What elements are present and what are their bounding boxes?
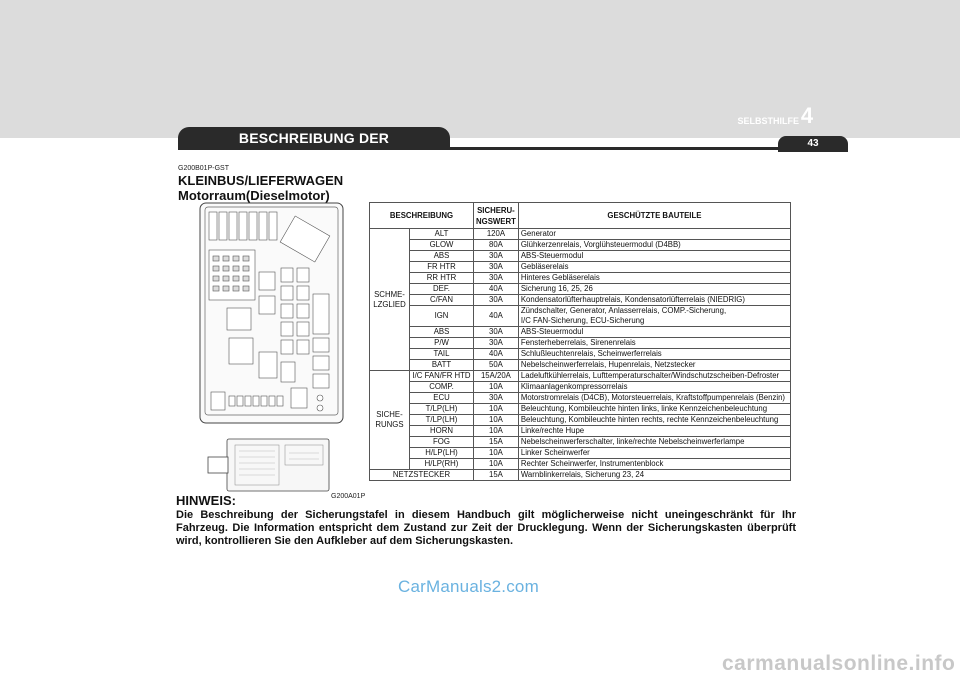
table-row	[370, 262, 791, 273]
fuse-rating: 80A	[474, 240, 519, 251]
fuse-description: C/FAN	[410, 295, 474, 306]
table-row	[370, 273, 791, 284]
fuse-components	[518, 360, 790, 371]
fuse-description: ABS	[410, 251, 474, 262]
fuse-components	[518, 382, 790, 393]
components-line: Rechter Scheinwerfer, Instrumentenblock	[520, 459, 664, 468]
table-row	[370, 229, 791, 240]
figure-code: G200A01P	[331, 493, 366, 500]
components-line: ABS-Steuermodul	[520, 327, 584, 336]
section-number: 4	[800, 103, 814, 128]
fuse-description: DEF.	[410, 284, 474, 295]
table-row	[370, 415, 791, 426]
fuse-rating: 10A	[474, 404, 519, 415]
fuse-components	[518, 229, 790, 240]
fuse-table	[369, 202, 791, 481]
heading-vehicle: KLEINBUS/LIEFERWAGEN	[178, 173, 344, 188]
components-line: Kondensatorlüfterhauptrelais, Kondensatorlüfterrelais (NIEDRIG)	[520, 295, 745, 304]
fuse-rating: 40A	[474, 306, 519, 327]
fuse-components	[518, 240, 790, 251]
components-line: Nebelscheinwerferschalter, linke/rechte Nebelscheinwerferlampe	[520, 437, 745, 446]
fuse-components	[518, 262, 790, 273]
fuse-rating: 15A	[474, 470, 519, 481]
fuse-components	[518, 284, 790, 295]
table-row	[370, 404, 791, 415]
fuse-rating: 10A	[474, 382, 519, 393]
components-line: Gebläserelais	[520, 262, 569, 271]
components-line: Klimaanlagenkompressorrelais	[520, 382, 628, 391]
table-row	[370, 349, 791, 360]
table-row	[370, 470, 791, 481]
fuse-label-sticker	[207, 437, 331, 493]
components-line: I/C FAN-Sicherung, ECU-Sicherung	[520, 316, 645, 325]
page-header-title: BESCHREIBUNG DER SICHERUNGSTAFEL	[178, 127, 450, 149]
fuse-components	[518, 459, 790, 470]
components-line: ABS-Steuermodul	[520, 251, 584, 260]
table-row	[370, 371, 791, 382]
watermark-top[interactable]: CarManuals2.com	[398, 577, 539, 596]
fuse-rating: 10A	[474, 426, 519, 437]
fuse-components	[518, 251, 790, 262]
fuse-description: FR HTR	[410, 262, 474, 273]
fuse-components	[518, 273, 790, 284]
fuse-rating: 30A	[474, 327, 519, 338]
table-row	[370, 338, 791, 349]
table-body	[370, 229, 791, 481]
table-row	[370, 360, 791, 371]
table-row	[370, 437, 791, 448]
section-name: SELBSTHILFE	[737, 116, 799, 126]
components-line: Hinteres Gebläserelais	[520, 273, 600, 282]
components-line: Sicherung 16, 25, 26	[520, 284, 593, 293]
fuse-description: COMP.	[410, 382, 474, 393]
watermark-bottom[interactable]: carmanualsonline.info	[722, 652, 956, 675]
header-description: BESCHREIBUNG	[370, 203, 474, 229]
fuse-components	[518, 415, 790, 426]
fuse-description: RR HTR	[410, 273, 474, 284]
fuse-rating: 30A	[474, 338, 519, 349]
fuse-description: BATT	[410, 360, 474, 371]
fuse-components	[518, 371, 790, 382]
fuse-components	[518, 393, 790, 404]
fuse-components	[518, 404, 790, 415]
fuse-rating: 10A	[474, 459, 519, 470]
table-row	[370, 448, 791, 459]
fuse-rating: 120A	[474, 229, 519, 240]
group-label: SCHME-LZGLIED	[370, 229, 410, 371]
fuse-description: NETZSTECKER	[370, 470, 474, 481]
fuse-rating: 15A/20A	[474, 371, 519, 382]
components-line: Beleuchtung, Kombileuchte hinten links, linke Kennzeichenbeleuchtung	[520, 404, 768, 413]
fuse-box-diagram	[199, 202, 344, 424]
table-row	[370, 251, 791, 262]
fuse-description: T/LP(LH)	[410, 404, 474, 415]
fuse-description: HORN	[410, 426, 474, 437]
heading-location: Motorraum(Dieselmotor)	[178, 188, 330, 203]
table-header-row	[370, 203, 791, 229]
header-rating: SICHERU- NGSWERT	[474, 203, 519, 229]
fuse-description: ABS	[410, 327, 474, 338]
doc-code: G200B01P-GST	[178, 165, 229, 172]
table-row	[370, 306, 791, 327]
fuse-rating: 30A	[474, 262, 519, 273]
components-line: Linke/rechte Hupe	[520, 426, 585, 435]
fuse-description: T/LP(LH)	[410, 415, 474, 426]
table-row	[370, 295, 791, 306]
components-line: Nebelscheinwerferrelais, Hupenrelais, Netzstecker	[520, 360, 696, 369]
fuse-description: FOG	[410, 437, 474, 448]
components-line: Zündschalter, Generator, Anlasserrelais, COMP.-Sicherung,	[520, 306, 727, 315]
table-row	[370, 393, 791, 404]
fuse-components	[518, 426, 790, 437]
fuse-description: P/W	[410, 338, 474, 349]
fuse-components	[518, 327, 790, 338]
components-line: Beleuchtung, Kombileuchte hinten rechts, rechte Kennzeichenbeleuchtung	[520, 415, 779, 424]
fuse-description: TAIL	[410, 349, 474, 360]
fuse-description: ECU	[410, 393, 474, 404]
fuse-components	[518, 306, 790, 327]
fuse-rating: 30A	[474, 393, 519, 404]
table-row	[370, 459, 791, 470]
table-row	[370, 284, 791, 295]
fuse-rating: 40A	[474, 284, 519, 295]
components-line: Motorstromrelais (D4CB), Motorsteuerrelais, Kraftstoffpumpenrelais (Benzin)	[520, 393, 786, 402]
components-line: Fensterheberrelais, Sirenenrelais	[520, 338, 636, 347]
header-rule	[178, 147, 848, 150]
fuse-rating: 30A	[474, 251, 519, 262]
page-number: 43	[778, 136, 848, 152]
fuse-description: GLOW	[410, 240, 474, 251]
table-row	[370, 240, 791, 251]
fuse-description: I/C FAN/FR HTD	[410, 371, 474, 382]
fuse-description: ALT	[410, 229, 474, 240]
fuse-description: IGN	[410, 306, 474, 327]
fuse-components	[518, 349, 790, 360]
group-label: SICHE-RUNGS	[370, 371, 410, 470]
fuse-components: Warnblinkerrelais, Sicherung 23, 24	[518, 470, 790, 481]
fuse-description: H/LP(LH)	[410, 448, 474, 459]
components-line: Linker Scheinwerfer	[520, 448, 590, 457]
fuse-rating: 10A	[474, 415, 519, 426]
table-row	[370, 426, 791, 437]
table-row	[370, 382, 791, 393]
fuse-rating: 40A	[474, 349, 519, 360]
fuse-rating: 50A	[474, 360, 519, 371]
components-line: Ladeluftkühlerrelais, Lufttemperaturschalter/Windschutzscheiben-Defroster	[520, 371, 780, 380]
fuse-rating: 30A	[474, 273, 519, 284]
fuse-description: H/LP(RH)	[410, 459, 474, 470]
fuse-rating: 10A	[474, 448, 519, 459]
fuse-rating: 15A	[474, 437, 519, 448]
note-title: HINWEIS:	[176, 493, 236, 508]
note-body: Die Beschreibung der Sicherungstafel in diesem Handbuch gilt möglicherweise nicht uneingeschränkt für Ihr Fahrzeug. Die Information entspricht dem Zustand zur Zeit der Drucklegung. Wenn der Sicherungskasten überprüft wird, kontrollieren Sie den Aufkleber auf dem Sicherungskasten.	[176, 509, 796, 547]
table-row	[370, 327, 791, 338]
components-line: Generator	[520, 229, 556, 238]
fuse-components	[518, 295, 790, 306]
fuse-components	[518, 448, 790, 459]
components-line: Schlußleuchtenrelais, Scheinwerferrelais	[520, 349, 662, 358]
fuse-components	[518, 338, 790, 349]
fuse-components	[518, 437, 790, 448]
header-components: GESCHÜTZTE BAUTEILE	[518, 203, 790, 229]
fuse-rating: 30A	[474, 295, 519, 306]
components-line: Glühkerzenrelais, Vorglühsteuermodul (D4BB)	[520, 240, 681, 249]
